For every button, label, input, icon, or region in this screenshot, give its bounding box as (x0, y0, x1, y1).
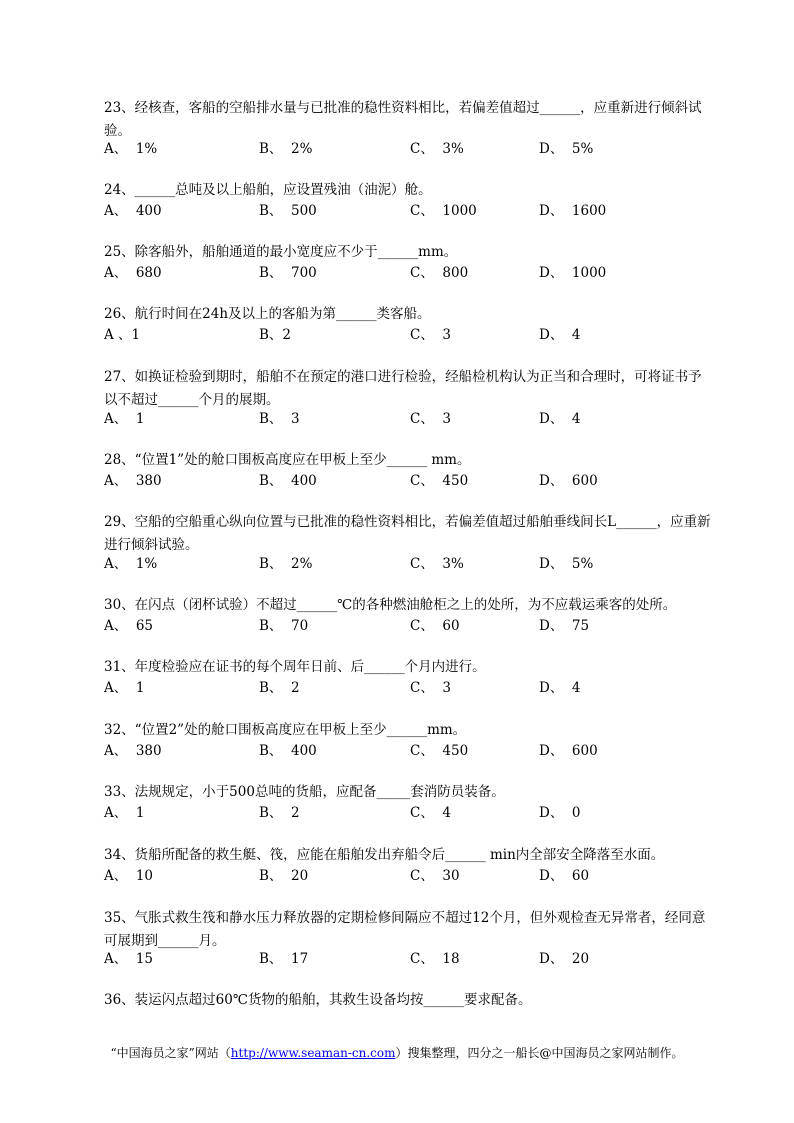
option-d: D、 75 (539, 618, 590, 634)
option-a: A、 380 (104, 473, 162, 489)
option-a: A、 400 (104, 203, 162, 219)
options-27 (104, 409, 714, 429)
question-33: 33、法规规定，小于500总吨的货船，应配备_____套消防员装备。 (104, 784, 505, 800)
question-34: 34、货船所配备的救生艇、筏，应能在船舶发出弃船令后______ min内全部安全降落至水面。 (104, 847, 665, 863)
option-b: B、 500 (259, 203, 317, 219)
question-32: 32、“位置2”处的舱口围板高度应在甲板上至少______mm。 (104, 722, 467, 738)
options-23 (104, 139, 714, 159)
question-35: 35、气胀式救生筏和静水压力释放器的定期检修间隔应不超过12个月，但外观检查无异常者，经同意可展期到______月。 (104, 910, 706, 949)
option-d: D、 0 (539, 805, 581, 821)
option-b: B、 3 (259, 411, 300, 427)
option-b: B、 20 (259, 868, 309, 884)
options-28 (104, 471, 714, 491)
option-a: A、 65 (104, 618, 154, 634)
options-24 (104, 201, 714, 221)
footer-suffix: ）搜集整理，四分之一船长@中国海员之家网站制作。 (395, 1046, 684, 1060)
option-c: C、 30 (410, 868, 460, 884)
options-25 (104, 263, 714, 283)
option-a: A 、1 (104, 327, 141, 343)
option-c: C、 3 (410, 411, 452, 427)
option-d: D、 4 (539, 680, 581, 696)
option-d: D、 600 (539, 473, 598, 489)
option-a: A、 1 (104, 680, 145, 696)
options-34 (104, 866, 714, 886)
option-b: B、 400 (259, 743, 317, 759)
options-29 (104, 554, 714, 574)
option-c: C、 450 (410, 473, 469, 489)
option-a: A、 680 (104, 265, 162, 281)
footer-link[interactable]: http://www.seaman-cn.com (230, 1046, 396, 1060)
option-d: D、 5% (539, 556, 594, 572)
option-b: B、2 (259, 327, 292, 343)
option-b: B、 70 (259, 618, 309, 634)
option-b: B、 2 (259, 805, 300, 821)
page-footer (0, 1045, 794, 1061)
option-a: A、 1% (104, 556, 158, 572)
question-23: 23、经核查，客船的空船排水量与已批准的稳性资料相比，若偏差值超过______，应重新进行倾斜试验。 (104, 100, 702, 139)
question-30: 30、在闪点（闭杯试验）不超过______℃的各种燃油舱柜之上的处所，为不应载运乘客的处所。 (104, 597, 677, 613)
option-d: D、 1000 (539, 265, 607, 281)
option-b: B、 2% (259, 556, 313, 572)
option-c: C、 18 (410, 951, 460, 967)
option-b: B、 400 (259, 473, 317, 489)
options-35 (104, 949, 714, 969)
option-c: C、 4 (410, 805, 452, 821)
option-b: B、 2% (259, 141, 313, 157)
option-a: A、 380 (104, 743, 162, 759)
option-c: C、 3% (410, 141, 464, 157)
option-c: C、 3 (410, 680, 452, 696)
question-31: 31、年度检验应在证书的每个周年日前、后______个月内进行。 (104, 659, 486, 675)
option-b: B、 2 (259, 680, 300, 696)
options-30 (104, 616, 714, 636)
option-b: B、 17 (259, 951, 309, 967)
options-32 (104, 741, 714, 761)
option-c: C、 3 (410, 327, 452, 343)
options-33 (104, 803, 714, 823)
question-36: 36、装运闪点超过60℃货物的船舶，其救生设备均按______要求配备。 (104, 992, 532, 1008)
footer-prefix: “中国海员之家”网站（ (110, 1046, 231, 1060)
question-26: 26、航行时间在24h及以上的客船为第______类客船。 (104, 306, 431, 322)
option-d: D、 60 (539, 868, 590, 884)
option-d: D、 5% (539, 141, 594, 157)
option-d: D、 1600 (539, 203, 607, 219)
question-28: 28、“位置1”处的舱口围板高度应在甲板上至少______ mm。 (104, 452, 471, 468)
options-26 (104, 325, 714, 345)
option-d: D、 20 (539, 951, 590, 967)
option-a: A、 1% (104, 141, 158, 157)
option-a: A、 15 (104, 951, 154, 967)
question-24: 24、______总吨及以上船舶，应设置残油（油泥）舱。 (104, 182, 432, 198)
option-d: D、 4 (539, 327, 581, 343)
option-c: C、 800 (410, 265, 469, 281)
options-31 (104, 678, 714, 698)
option-c: C、 450 (410, 743, 469, 759)
question-29: 29、空船的空船重心纵向位置与已批准的稳性资料相比，若偏差值超过船舶垂线间长L______，应重新进行倾斜试验。 (104, 514, 711, 553)
option-c: C、 60 (410, 618, 460, 634)
option-a: A、 1 (104, 805, 145, 821)
question-27: 27、如换证检验到期时，船舶不在预定的港口进行检验，经船检机构认为正当和合理时，可将证书予以不超过______个月的展期。 (104, 369, 702, 408)
option-a: A、 1 (104, 411, 145, 427)
option-a: A、 10 (104, 868, 154, 884)
question-25: 25、除客船外，船舶通道的最小宽度应不少于______mm。 (104, 244, 458, 260)
option-d: D、 4 (539, 411, 581, 427)
option-d: D、 600 (539, 743, 598, 759)
option-c: C、 1000 (410, 203, 477, 219)
option-c: C、 3% (410, 556, 464, 572)
option-b: B、 700 (259, 265, 317, 281)
